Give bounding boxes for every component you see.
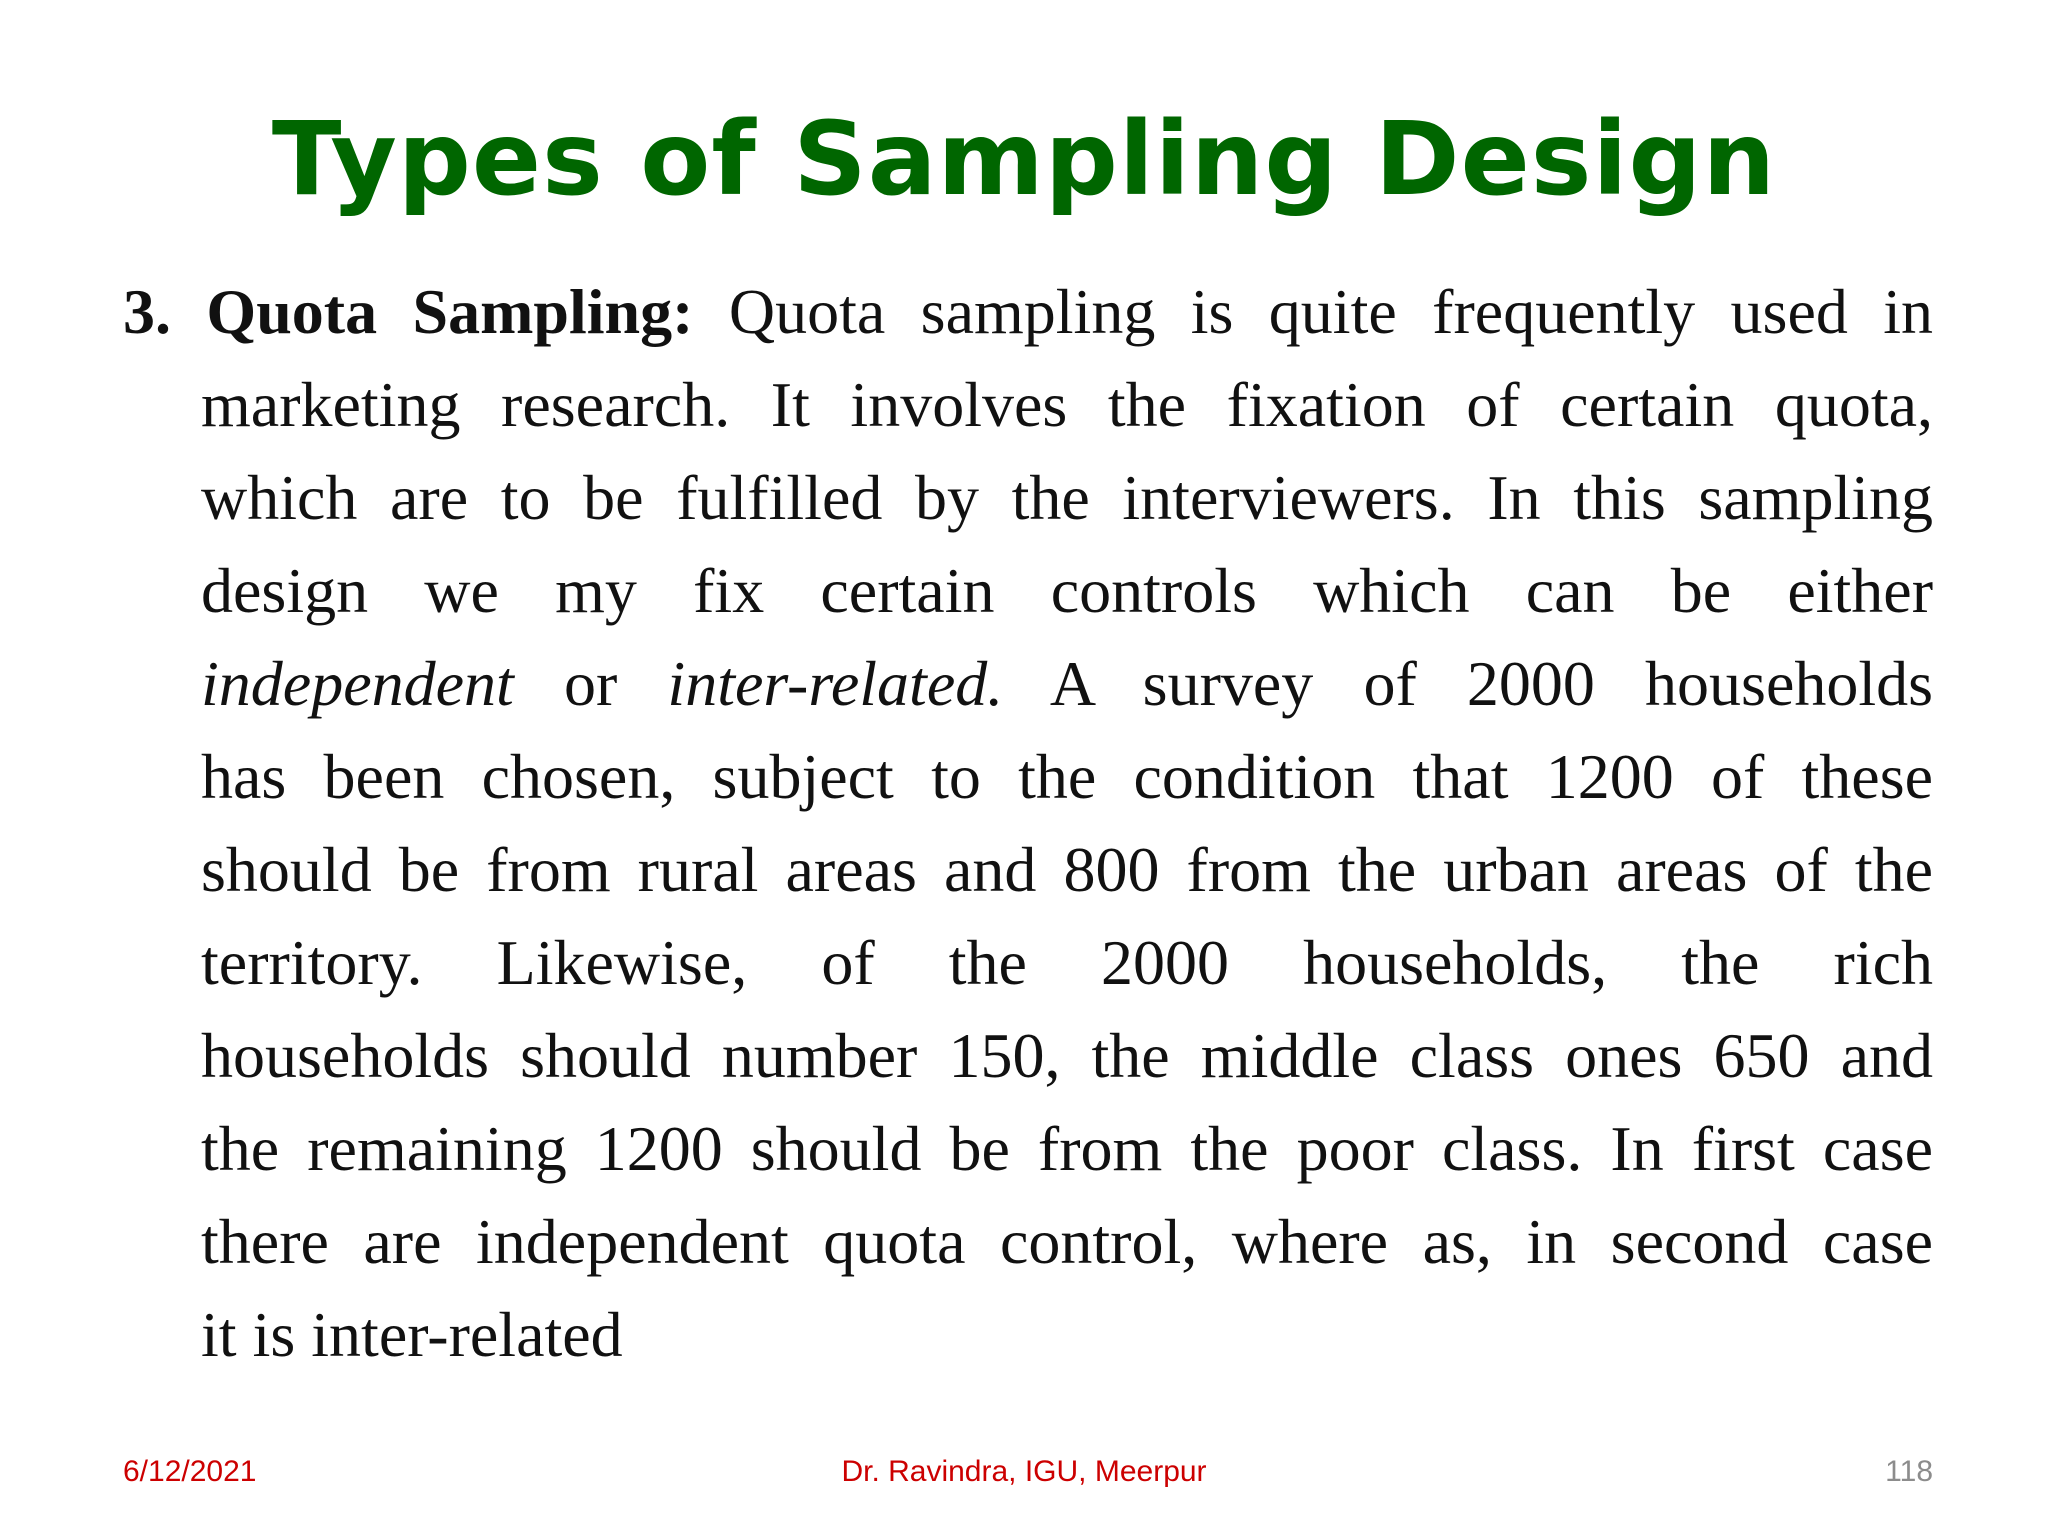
body-text-5: A survey of 2000 households (1049, 648, 1934, 719)
footer-date: 6/12/2021 (123, 1455, 257, 1488)
body-line-3: which are to be fulfilled by the interviewers. In this sampling (201, 462, 1933, 533)
slide-title: Types of Sampling Design (271, 100, 1777, 219)
body-line-10: the remaining 1200 should be from the poor class. In first case (201, 1113, 1933, 1184)
body-line-4: design we my fix certain controls which can be either (201, 555, 1933, 626)
body-line-5 (123, 637, 1933, 730)
italic-term-inter-related: inter-related. (667, 648, 1004, 719)
body-text-or: or (563, 648, 618, 719)
body-line-2: marketing research. It involves the fixation of certain quota, (201, 369, 1933, 440)
slide-body (123, 265, 1933, 1381)
body-line-9: households should number 150, the middle class ones 650 and (201, 1020, 1933, 1091)
footer-page-number: 118 (1885, 1455, 1933, 1488)
body-line-6: has been chosen, subject to the condition that 1200 of these (201, 741, 1933, 812)
body-line-12: it is inter-related (201, 1299, 623, 1370)
body-line-8: territory. Likewise, of the 2000 households, the rich (201, 927, 1933, 998)
body-line-7: should be from rural areas and 800 from the urban areas of the (201, 834, 1933, 905)
footer-author: Dr. Ravindra, IGU, Meerpur (841, 1455, 1207, 1488)
italic-term-independent: independent (201, 648, 514, 719)
list-term: Quota Sampling: (206, 276, 694, 347)
body-line-11: there are independent quota control, where as, in second case (201, 1206, 1933, 1277)
body-line-1 (123, 265, 1933, 358)
body-text-1: Quota sampling is quite frequently used in (728, 276, 1934, 347)
list-number: 3. (123, 276, 171, 347)
